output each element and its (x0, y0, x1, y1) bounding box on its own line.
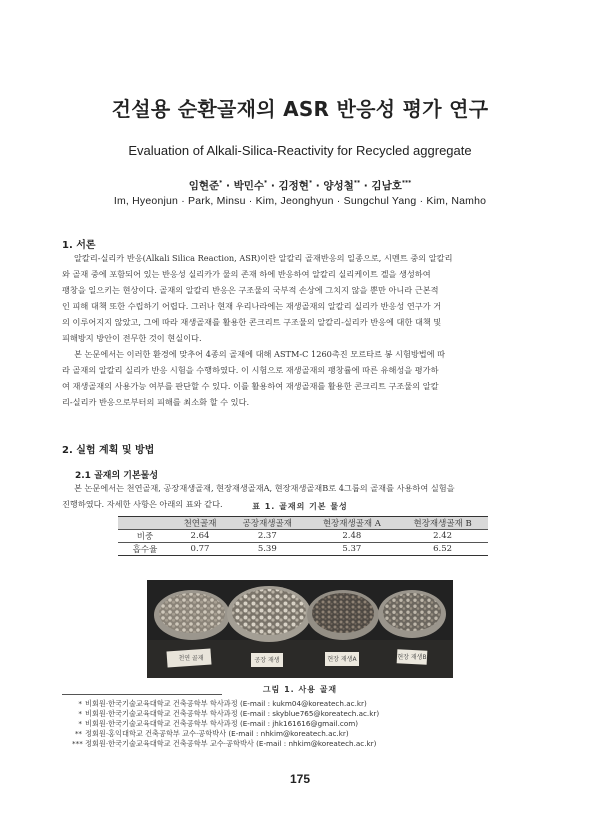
table-cell: 2.37 (228, 530, 307, 543)
footnote-mark: * (78, 699, 82, 708)
footnote-mark: *** (72, 739, 83, 748)
author-mark: * (264, 179, 268, 187)
table-header-cell (118, 517, 172, 530)
footnote-mark: ** (74, 729, 82, 738)
footnote (72, 739, 376, 749)
photo-label: 공장 재생 (254, 657, 280, 664)
footnote-text: 비회원·한국기술교육대학교 건축공학부 학사과정 (E-mail : kukm04@koreatech.ac.kr) (85, 699, 367, 708)
authors-korean: 임현준* · 박민수* · 김정현* · 양성철** · 김남호*** (188, 179, 412, 192)
text-line: 의 이루어지지 않았고, 그에 따라 재생골재를 활용한 콘크리트 구조물의 알칼리-실리카 반응에 대한 대책 및 (62, 317, 442, 327)
text-line: 인 피해 대책 또한 수립하기 어렵다. 그러나 현재 우리나라에는 재생골재의 알칼리 실리카 반응성 연구가 거 (62, 301, 442, 311)
paper-subtitle: Evaluation of Alkali-Silica-Reactivity for Recycled aggregate (128, 143, 472, 158)
text-line: 라 골재의 알칼리 실리카 반응 시험을 수행하였다. 이 시험으로 재생골재의 팽창률에 따른 유해성을 평가하 (62, 365, 439, 375)
footnote (72, 729, 349, 739)
table-cell: 2.42 (397, 530, 488, 543)
authors-english: Im, Hyeonjun · Park, Minsu · Kim, Jeonghyun · Sungchul Yang · Kim, Namho (113, 195, 487, 207)
footnote-text: 정회원·홍익대학교 건축공학부 교수·공학박사 (E-mail : nhkim@koreatech.ac.kr) (85, 729, 349, 738)
author-name: 박민수 (233, 180, 265, 192)
table-row (118, 530, 488, 543)
author-name: 양성철 (323, 180, 354, 192)
table-header-cell: 공장재생골재 (228, 517, 307, 530)
table-header-cell: 현장재생골재 A (307, 517, 398, 530)
table-cell: 5.39 (228, 543, 307, 556)
text-line: 알칼리-실리카 반응(Alkali Silica Reaction, ASR)이란 알칼리 골재반응의 일종으로, 시멘트 중의 알칼리 (74, 253, 453, 263)
subsection-heading-aggregate-properties: 2.1 골재의 기본물성 (75, 471, 159, 481)
text-line: 진행하였다. 자세한 사항은 아래의 표와 같다. (62, 499, 223, 509)
text-line: 본 논문에서는 천연골재, 공장재생골재, 현장재생골재A, 현장재생골재B로 4그룹의 골재를 사용하여 실험을 (74, 483, 455, 493)
table-row (118, 543, 488, 556)
aggregate-bowls-illustration (147, 580, 453, 678)
table-cell: 6.52 (397, 543, 488, 556)
photo-label: 현장 재생B (397, 654, 427, 661)
footnote (72, 699, 367, 709)
text-line: 여 재생골재의 사용가능 여부를 판단할 수 있다. 이를 활용하여 재생골재를 활용한 콘크리트 구조물의 알칼 (62, 381, 439, 391)
table-cell: 0.77 (172, 543, 228, 556)
photo-label: 현장 재생A (327, 656, 357, 663)
figure-caption: 그림 1. 사용 골재 (262, 685, 338, 694)
table-row-header: 흡수율 (118, 543, 172, 556)
footnote-divider (62, 694, 222, 695)
footnote (72, 719, 358, 729)
author-name: 김남호 (371, 180, 402, 192)
section-heading-introduction: 1. 서론 (62, 240, 96, 251)
author-mark: * (308, 179, 313, 187)
section-heading-experiment: 2. 실험 계획 및 방법 (62, 445, 155, 456)
author-mark: *** (401, 179, 412, 187)
table-row-header: 비중 (118, 530, 172, 543)
author-name: 김정현 (278, 180, 309, 192)
footnote-mark: * (78, 709, 82, 718)
footnote (72, 709, 379, 719)
table-cell: 5.37 (307, 543, 398, 556)
author-name: 임현준 (188, 180, 220, 192)
table-cell: 2.48 (307, 530, 398, 543)
table-header-row (118, 517, 488, 530)
table-caption: 표 1. 골재의 기본 물성 (252, 502, 348, 511)
table-cell: 2.64 (172, 530, 228, 543)
footnote-text: 비회원·한국기술교육대학교 건축공학부 학사과정 (E-mail : skyblue765@koreatech.ac.kr) (85, 709, 380, 718)
aggregate-photo (147, 580, 453, 678)
page-number: 175 (289, 772, 311, 786)
footnote-text: 정회원·한국기술교육대학교 건축공학부 교수·공학박사 (E-mail : nhkim@koreatech.ac.kr) (85, 739, 377, 748)
paper-title: 건설용 순환골재의 ASR 반응성 평가 연구 (111, 97, 489, 121)
text-line: 와 골재 중에 포함되어 있는 반응성 실리카가 물의 존재 하에 반응하여 알칼리 실리케이트 겔을 생성하여 (62, 269, 431, 279)
footnote-mark: * (78, 719, 82, 728)
table-header-cell: 천연골재 (172, 517, 228, 530)
author-mark: * (219, 179, 223, 187)
author-mark: ** (353, 179, 361, 187)
aggregate-properties-table (118, 516, 488, 556)
section-intro-body (62, 250, 540, 410)
footnote-text: 비회원·한국기술교육대학교 건축공학부 학사과정 (E-mail : jhk161616@gmail.com) (85, 719, 359, 728)
table-header-cell: 현장재생골재 B (397, 517, 488, 530)
text-line: 본 논문에서는 이러한 환경에 맞추어 4종의 골재에 대해 ASTM-C 1260촉진 모르타르 봉 시험방법에 따 (74, 349, 446, 359)
text-line: 팽창을 일으키는 현상이다. 골재의 알칼리 반응은 구조물의 국부적 손상에 그치지 않을 뿐만 아니라 근본적 (62, 285, 439, 295)
photo-label: 천연 골재 (178, 655, 204, 662)
text-line: 리-실리카 반응으로부터의 피해를 최소화 할 수 있다. (62, 397, 250, 407)
text-line: 피해방지 방안이 전무한 것이 현실이다. (62, 333, 202, 343)
